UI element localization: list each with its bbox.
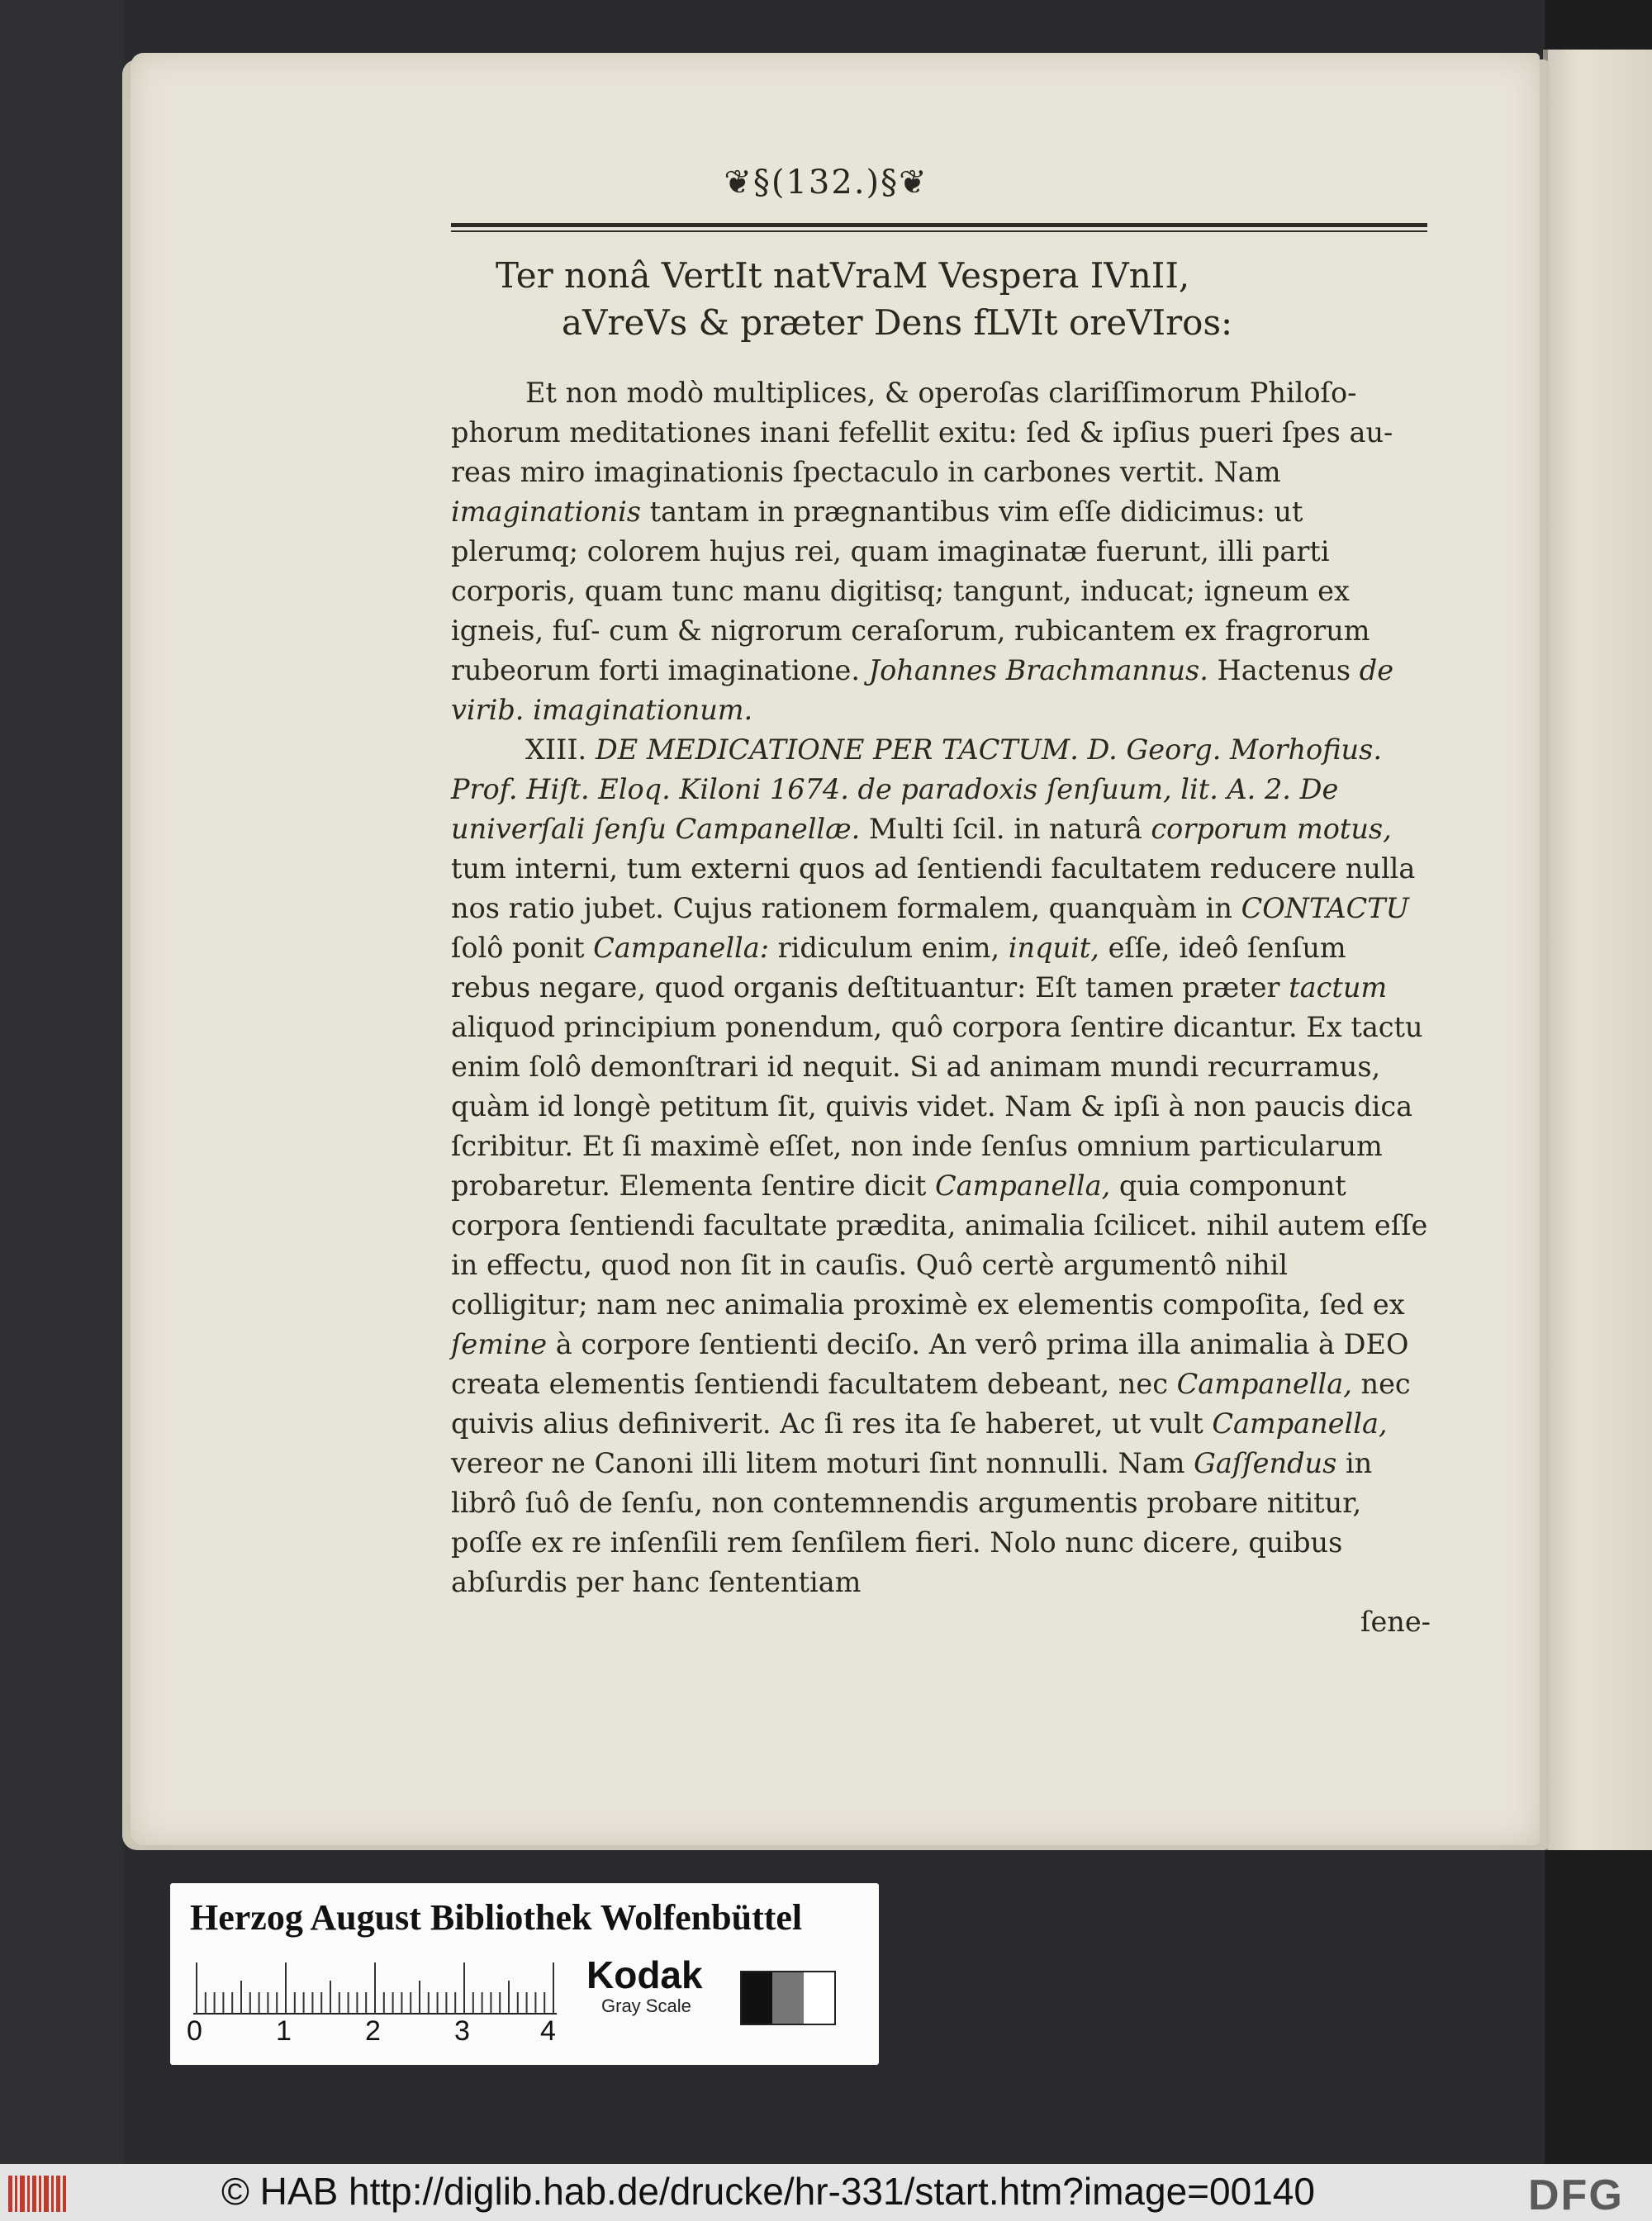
gray-scale-label: Gray Scale [601, 1996, 691, 2016]
text-run: Hactenus [1208, 654, 1360, 686]
text-run: eſſe, ideô ſenſum rebus negare, quod organis deſtituantur: Eſt tamen præter [451, 932, 1346, 1004]
text-run: Multi ſcil. in naturâ [860, 813, 1151, 845]
italic-run: Johannes Brachmannus. [868, 654, 1208, 686]
gray-patches [740, 1971, 836, 2025]
kodak-brand: Kodak [586, 1953, 703, 1996]
library-name: Herzog August Bibliothek Wolfenbüttel [190, 1897, 803, 1938]
scan-backdrop-left [0, 0, 124, 2164]
text-run: à corpore ſentienti deciſo. An verô prima illa animalia à DEO creata elementis ſentiendi facultatem debeant, nec [451, 1328, 1409, 1400]
text-run: quia componunt corpora ſentiendi facultate prædita, animalia ſcilicet. nihil autem eſſe in effectu, quod non ſit in cauſis. Quô certè argumentô nihil colligitur; nam nec animalia proximè ex elementis compoſita, ſed ex [451, 1170, 1428, 1321]
facing-page-edge [1543, 50, 1652, 1850]
text-run: in librô ſuô de ſenſu, non contemnendis argumentis probare nititur, poſſe ex re inſenſili rem ſenſilem fieri. Nolo nunc dicere, quibus abſurdis per hanc ſententiam [451, 1447, 1373, 1598]
italic-run: CONTACTU [1241, 892, 1409, 924]
ruler-number: 0 [187, 2015, 202, 2047]
text-run: forti imaginatione. [599, 654, 869, 686]
header-rule-thin [451, 230, 1427, 232]
text-run [1079, 733, 1088, 766]
header-rule [451, 223, 1427, 227]
text-run: aliquod principium ponendum, quô corpora ſentire dicantur. Ex tactu enim ſolô demonſtrari id nequit. Si ad animam mundi recurramus, quàm id longè petitum ſit, quivis videt. Nam & ipſi à non paucis dica ſcribitur. Et ſi maximè eſſet, non inde ſenſus omnium particularum probaretur. Elementa ſentire dicit [451, 1011, 1423, 1202]
italic-run: Campanella, [1176, 1368, 1352, 1400]
italic-run: D. Georg. Morhofius. Prof. Hiſt. Eloq. Kiloni 1674. de paradoxis ſenſuum, lit. A. 2. De univerſali ſenſu Campanellæ. [451, 733, 1382, 845]
text-run: Et non modò multiplices, & operoſas clariſſimorum Philoſo- [525, 377, 1357, 409]
chronogram-line-2: aVreVs & præter Dens fLVIt oreVIros: [562, 302, 1233, 343]
text-run: ridiculum enim, [769, 932, 1009, 964]
ornament-left-icon: ❦§( [724, 164, 786, 202]
chronogram-line-1: Ter nonâ VertIt natVraM Vespera IVnII, [496, 255, 1190, 296]
ruler-number: 2 [365, 2015, 381, 2047]
gray-patch [742, 1972, 772, 2024]
gray-patch [804, 1972, 834, 2024]
copyright-url: © HAB http://diglib.hab.de/drucke/hr-331/start.htm?image=00140 [221, 2170, 1315, 2213]
text-run: ſolô ponit [451, 932, 594, 964]
italic-run: inquit, [1008, 932, 1099, 964]
gray-patch [772, 1972, 803, 2024]
italic-run: de virib. imaginationum. [451, 654, 1394, 726]
text-run: reas miro imaginationis ſpectaculo in carbones vertit. Nam [451, 456, 1281, 488]
dfg-logo: DFG [1528, 2171, 1624, 2219]
italic-run: imaginationis [451, 496, 641, 528]
section-heading: DE MEDICATIONE PER TACTUM. [595, 733, 1079, 766]
page-number-value: 132. [786, 164, 866, 202]
text-run: quam tunc manu digitisq; tangunt, inducat; igneum ex igneis, fuſ- [451, 575, 1350, 647]
text-run: vereor ne Canoni illi litem moturi ſint nonnulli. Nam [451, 1447, 1194, 1479]
italic-run: Campanella, [1212, 1407, 1388, 1440]
italic-run: Campanella, [935, 1170, 1111, 1202]
paragraph-2 [451, 730, 1431, 1602]
text-run: phorum meditationes inani fefellit exitu: ſed & ipſius pueri ſpes au- [451, 416, 1393, 448]
italic-run: tactum [1289, 971, 1388, 1004]
text-run: XIII. [525, 733, 596, 766]
footer-bar [0, 2164, 1652, 2221]
page-body [451, 373, 1431, 1642]
ruler-number: 3 [454, 2015, 470, 2047]
ruler-number: 1 [276, 2015, 292, 2047]
ruler-scale-icon [193, 1962, 557, 2020]
italic-run: ſemine [451, 1328, 548, 1360]
text-run: colorem hujus rei, quam imaginatæ fuerunt, illi parti corporis, [451, 535, 1330, 607]
page-number [0, 164, 1652, 202]
italic-run: Gaſſendus [1194, 1447, 1337, 1479]
paragraph-1 [451, 373, 1431, 730]
barcode-icon [7, 2172, 71, 2215]
color-reference-card [170, 1883, 879, 2065]
italic-run: corporum motus, [1151, 813, 1392, 845]
text-run: nec quivis alius definiverit. Ac ſi res ita ſe haberet, ut vult [451, 1368, 1411, 1440]
italic-run: Campanella: [593, 932, 770, 964]
text-run: tantam in prægnantibus vim eſſe didicimus: ut plerumq; [451, 496, 1303, 567]
ruler-number: 4 [540, 2015, 556, 2047]
text-run: tum interni, tum externi quos ad ſentiendi facultatem reducere nulla nos ratio jubet. Cujus rationem formalem, quanquàm in [451, 852, 1416, 924]
ornament-right-icon: )§❦ [866, 164, 928, 202]
catchword: ſene- [1360, 1606, 1431, 1638]
text-run: cum & nigrorum ceraſorum, rubicantem ex fragrorum rubeorum [451, 615, 1370, 686]
